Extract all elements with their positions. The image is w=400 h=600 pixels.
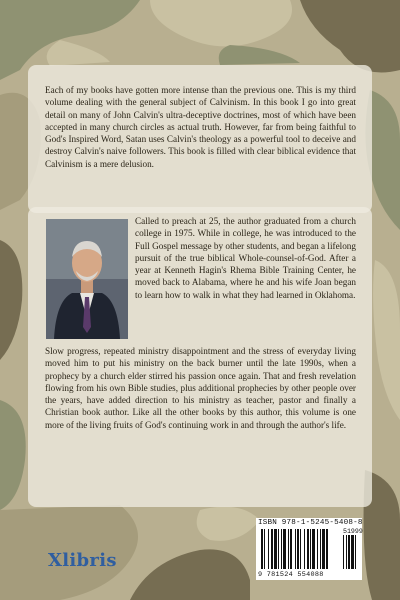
isbn-label: ISBN 978-1-5245-5408-8 — [258, 519, 363, 527]
barcode-bar — [317, 529, 318, 569]
barcode-bar — [297, 529, 299, 569]
barcode-bars — [259, 529, 359, 571]
author-bio-continued: Slow progress, repeated ministry disappointment and the stress of everyday living moved him to put his ministry on the back burner until the late 1990s, when a prophecy by a church elder stirred his passion once again. That and fresh revelation flowing from his own Bible studies, plus additional prophecies by other people over the years, have added direction to his ministry as teacher, pastor and finally a Christian book author. Like all the other books by this author, this volume is one more of the living fruits of God's continuing work in and through the author's life. — [45, 346, 356, 430]
barcode-bar — [283, 529, 286, 569]
barcode-bar — [300, 529, 301, 569]
barcode-digits: 9 781524 554088 — [258, 571, 324, 579]
barcode-bar — [346, 535, 347, 569]
barcode-bar — [274, 529, 277, 569]
author-photo — [46, 219, 128, 339]
barcode-bar — [264, 529, 265, 569]
barcode-bar — [295, 529, 296, 569]
barcode-bar — [322, 529, 325, 569]
barcode-bar — [351, 535, 354, 569]
author-bio-intro: Called to preach at 25, the author graduated from a church college in 1975. While in college, he was introduced to the Full Gospel message by other students, and began a lifelong pursuit of the true biblical Whole-counsel-of-God. After a year at Kenneth Hagin's Rhema Bible Training Center, he moved back to Alabama, where he and his wife Joan began to learn how to walk in what they had learned in Oklahoma. — [135, 216, 356, 300]
barcode-bar — [261, 529, 263, 569]
barcode-bar — [312, 529, 315, 569]
barcode-bar — [278, 529, 279, 569]
barcode-bar — [290, 529, 292, 569]
barcode-bar — [320, 529, 321, 569]
barcode-bar — [348, 535, 350, 569]
barcode-bar — [307, 529, 309, 569]
barcode-bar — [288, 529, 289, 569]
barcode-bar — [343, 535, 344, 569]
barcode-bar — [326, 529, 328, 569]
barcode-bar — [268, 529, 269, 569]
barcode-bar — [281, 529, 282, 569]
book-description: Each of my books have gotten more intense than the previous one. This is my third volume dealing with the general subject of Calvinism. In this book I go into great detail on many of John Calvin's ultra-deceptive doctrines, most of which have been accepted in many church circles as actual truth. However, far from being faithful to God's Inspired Word, Satan uses Calvin's theology as a powerful tool to deceive and destroy Calvin's naive followers. This book is filled with clear biblical evidence that Calvinism is a mere delusion. — [45, 85, 356, 169]
barcode-bar — [355, 535, 356, 569]
barcode-bar — [271, 529, 273, 569]
publisher-logo: Xlibris — [48, 550, 117, 571]
barcode-bar — [304, 529, 305, 569]
price-code: 51999 — [343, 528, 363, 535]
barcode-bar — [310, 529, 311, 569]
